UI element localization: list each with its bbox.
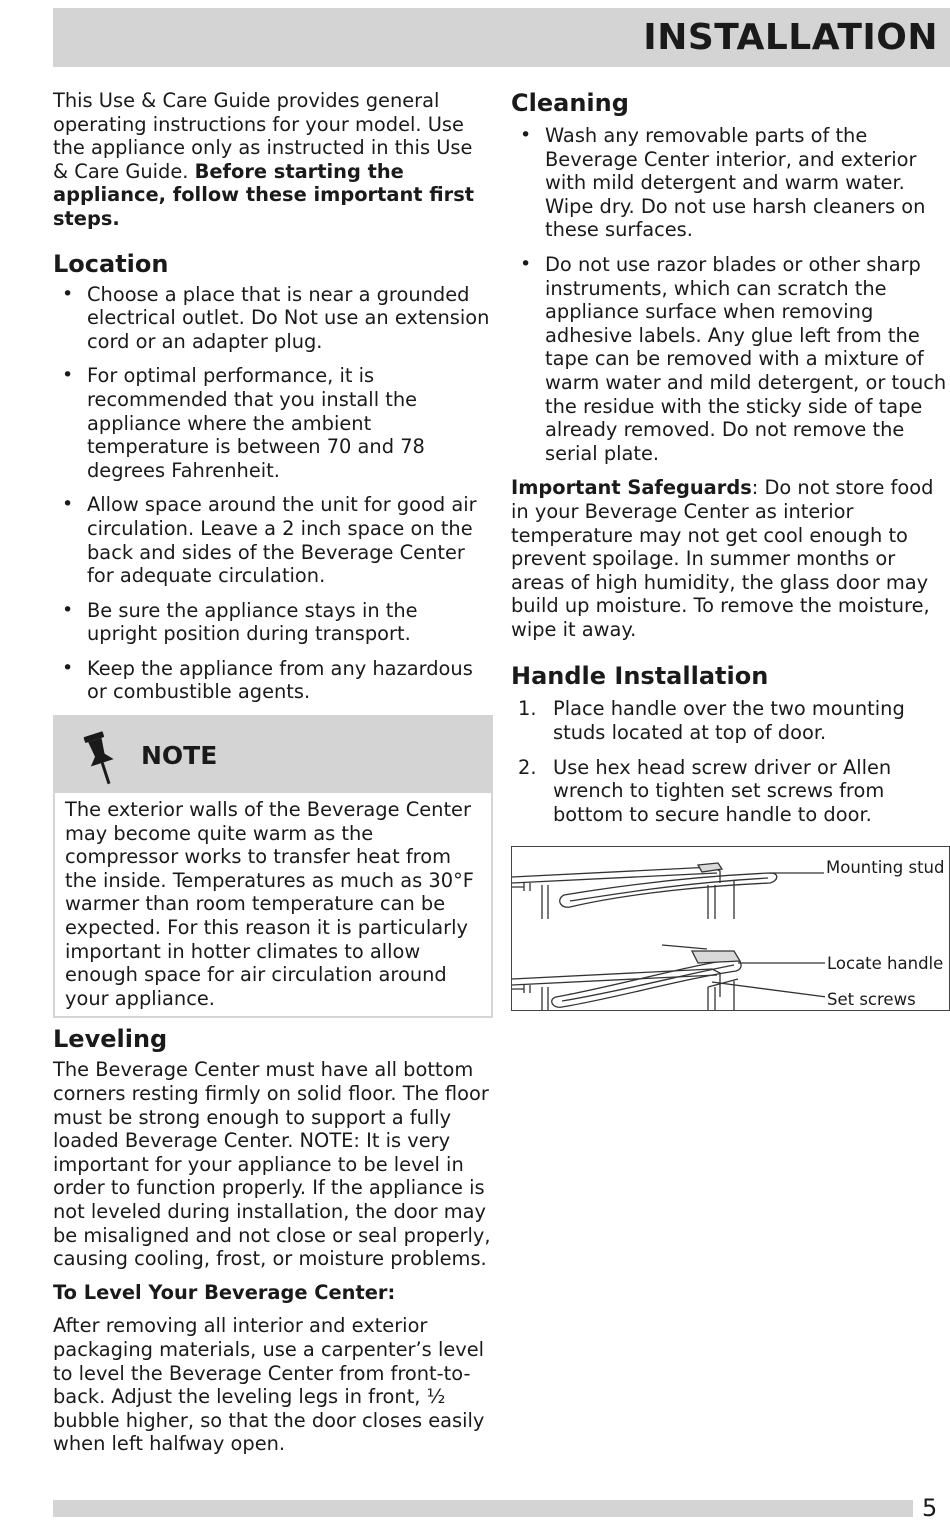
handle-heading: Handle Installation [511, 662, 769, 691]
leveling-subtext: After removing all interior and exterior packaging materials, use a carpenter’s level to level the Beverage Center from front-to-back. Adjust the leveling legs in front, ½ bubble higher, so that the door closes easily when left halfway open. [53, 1314, 485, 1456]
safeguards-paragraph [511, 476, 950, 641]
step-number: 2. [518, 755, 537, 779]
list-item: • Choose a place that is near a grounded electrical outlet. Do Not use an extension cord or an adapter plug. [53, 283, 493, 354]
step-number: 1. [518, 697, 537, 721]
safeguards-label: Important Safeguards [511, 476, 752, 500]
intro-bold-text: Before starting the appliance, follow these important first steps. [53, 159, 475, 230]
handle-steps [511, 697, 950, 826]
left-column [53, 89, 493, 1456]
leveling-text: The Beverage Center must have all bottom corners resting firmly on solid floor. The floor must be strong enough to support a fully loaded Beverage Center. NOTE: It is very important for your appliance to be level in order to function properly. If the appliance is not leveled during installation, the door may be misaligned and not close or seal properly, causing cooling, frost, or moisture problems. [53, 1058, 491, 1271]
list-item: • Wash any removable parts of the Beverage Center interior, and exterior with mild detergent and warm water. Wipe dry. Do not use harsh cleaners on these surfaces. [511, 124, 950, 242]
step-text: Use hex head screw driver or Allen wrench to tighten set screws from bottom to secure handle to door. [553, 755, 892, 826]
page-number: 5 [922, 1494, 938, 1522]
right-column [511, 89, 950, 1011]
callout-set-screws: Set screws [827, 990, 916, 1010]
list-item: • Do not use razor blades or other sharp instruments, which can scratch the appliance surface when removing adhesive labels. Any glue left from the tape can be removed with a mixture of warm water and mild detergent, or touch the residue with the sticky side of tape already removed. Do not remove the serial plate. [511, 253, 950, 465]
intro-text: This Use & Care Guide provides general operating instructions for your model. Use the appliance only as instructed in this Use & Care Guide. [53, 89, 473, 183]
list-item [511, 756, 950, 827]
leveling-heading: Leveling [53, 1025, 168, 1054]
location-heading: Location [53, 249, 169, 278]
cleaning-heading: Cleaning [511, 89, 629, 117]
cleaning-list [511, 124, 950, 465]
header-bar [53, 8, 950, 67]
step-text: Place handle over the two mounting studs located at top of door. [553, 697, 905, 745]
safeguards-text: : Do not store food in your Beverage Center as interior temperature may not get cool enough to prevent spoilage. In summer months or areas of high humidity, the glass door may build up moisture. To remove the moisture, wipe it away. [511, 476, 934, 641]
leveling-subheading: To Level Your Beverage Center: [53, 1280, 396, 1304]
callout-locate-handle: Locate handle [827, 954, 944, 974]
list-item: • For optimal performance, it is recommended that you install the appliance where the ambient temperature is between 70 and 78 degrees Fahrenheit. [53, 364, 493, 482]
list-item: • Be sure the appliance stays in the upright position during transport. [53, 599, 493, 646]
intro-paragraph [53, 89, 493, 231]
handle-installation-figure [511, 846, 950, 1011]
note-text: The exterior walls of the Beverage Center may become quite warm as the compressor works to transfer heat from the inside. Temperatures as much as 30°F warmer than room temperature can be expected. For this reason it is particularly important in hotter climates to allow enough space for air circulation around your appliance. [65, 798, 474, 1010]
callout-mounting-stud: Mounting stud [826, 858, 945, 878]
note-box [53, 715, 493, 1018]
list-item: • Allow space around the unit for good air circulation. Leave a 2 inch space on the back and sides of the Beverage Center for adequate circulation. [53, 493, 493, 587]
page-title: INSTALLATION [643, 17, 938, 58]
list-item [511, 697, 950, 744]
note-header [55, 717, 491, 793]
location-list [53, 283, 493, 705]
pushpin-icon [83, 731, 119, 787]
footer-bar [53, 1500, 913, 1517]
list-item: • Keep the appliance from any hazardous or combustible agents. [53, 657, 493, 704]
note-label: NOTE [141, 741, 218, 771]
